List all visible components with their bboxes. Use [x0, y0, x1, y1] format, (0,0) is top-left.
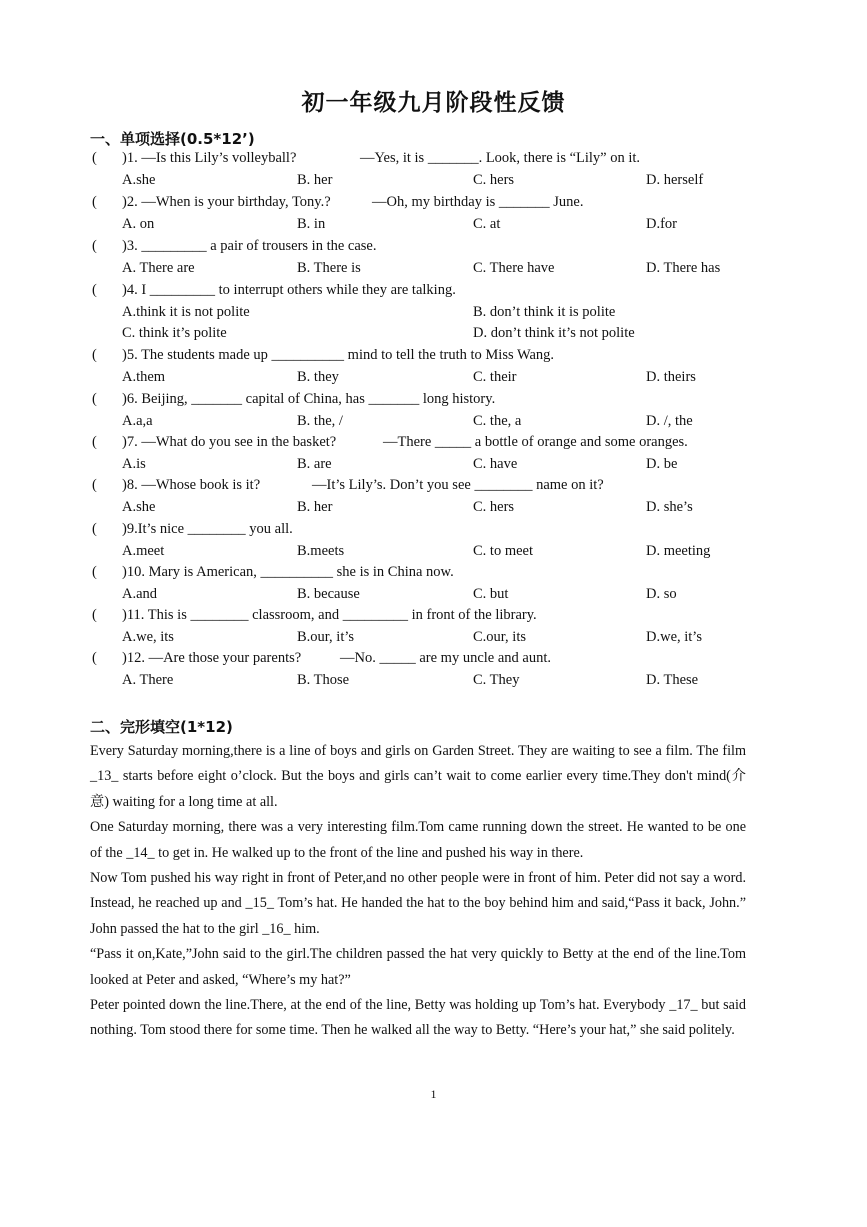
cloze-passage — [90, 739, 746, 1044]
answer-option: B. don’t think it is polite — [473, 304, 616, 320]
answer-option: A.meet — [122, 543, 165, 559]
answer-bracket: ( — [92, 607, 97, 623]
answer-option: A.them — [122, 369, 166, 385]
answer-option: C. but — [473, 586, 509, 602]
answer-option: B. in — [297, 216, 326, 232]
question-text: )8. —Whose book is it? — [122, 477, 261, 493]
answer-option: B. they — [297, 369, 339, 385]
answer-option: A.is — [122, 456, 146, 472]
section1-heading: 一、单项选择(0.5*12’) — [90, 130, 255, 148]
question-text: )4. I _________ to interrupt others while they are talking. — [122, 282, 456, 298]
answer-option: D. /, the — [646, 413, 693, 429]
question-stem — [92, 347, 554, 364]
answer-option: D. There has — [646, 260, 721, 276]
answer-option: B. Those — [297, 672, 350, 688]
answer-option: A. There — [122, 672, 174, 688]
answer-option: D.we, it’s — [646, 629, 702, 645]
question-text: )1. —Is this Lily’s volleyball? — [122, 150, 297, 166]
passage-paragraph: “Pass it on,Kate,”John said to the girl.The children passed the hat very quickly to Betty at the end of the line.Tom looked at Peter and asked, “Where’s my hat?” — [90, 946, 746, 988]
answer-option: D.for — [646, 216, 678, 232]
answer-bracket: ( — [92, 194, 97, 210]
answer-option: B. the, / — [297, 413, 343, 429]
answer-option: B.our, it’s — [297, 629, 355, 645]
question-stem — [92, 150, 296, 167]
answer-bracket: ( — [92, 282, 97, 298]
answer-option: C. They — [473, 672, 520, 688]
answer-bracket: ( — [92, 650, 97, 666]
answer-option: A.and — [122, 586, 158, 602]
question-text: )7. —What do you see in the basket? — [122, 434, 337, 450]
answer-option: B. are — [297, 456, 332, 472]
question-text: )2. —When is your birthday, Tony.? — [122, 194, 331, 210]
question-stem — [92, 434, 336, 451]
answer-option: C. have — [473, 456, 518, 472]
question-reply-text: —Yes, it is _______. Look, there is “Lily” on it. — [360, 150, 641, 166]
page-number: 1 — [430, 1087, 437, 1101]
answer-option: D. meeting — [646, 543, 711, 559]
question-reply-text: —There _____ a bottle of orange and some oranges. — [383, 434, 688, 450]
answer-option: A.a,a — [122, 413, 153, 429]
answer-option: D. she’s — [646, 499, 693, 515]
answer-bracket: ( — [92, 238, 97, 254]
answer-option: C. think it’s polite — [122, 325, 227, 341]
passage-paragraph: Peter pointed down the line.There, at the end of the line, Betty was holding up Tom’s hat. Everybody _17_ but said nothing. Tom stood there for some time. Then he walked all the way to Betty. “Here’s your hat,” she said politely. — [90, 997, 746, 1039]
answer-option: A.she — [122, 499, 156, 515]
answer-option: B. her — [297, 499, 333, 515]
question-text: )3. _________ a pair of trousers in the case. — [122, 238, 377, 254]
answer-bracket: ( — [92, 564, 97, 580]
passage-paragraph: One Saturday morning, there was a very interesting film.Tom came running down the street. He wanted to be one of the _14_ to get in. He walked up to the front of the line and pushed his way in there. — [90, 819, 746, 861]
answer-option: B. because — [297, 586, 360, 602]
answer-option: B.meets — [297, 543, 345, 559]
answer-option: C. to meet — [473, 543, 534, 559]
answer-option: C. hers — [473, 499, 515, 515]
answer-option: D. herself — [646, 172, 704, 188]
question-reply-text: —It’s Lily’s. Don’t you see ________ name on it? — [312, 477, 604, 493]
question-text: )11. This is ________ classroom, and _________ in front of the library. — [122, 607, 537, 623]
question-stem — [92, 391, 495, 408]
answer-option: C. There have — [473, 260, 555, 276]
answer-option: A.we, its — [122, 629, 174, 645]
answer-option: C.our, its — [473, 629, 526, 645]
question-stem — [92, 650, 301, 667]
answer-option: D. so — [646, 586, 677, 602]
answer-bracket: ( — [92, 477, 97, 493]
question-stem — [92, 238, 377, 255]
question-text: )10. Mary is American, __________ she is in China now. — [122, 564, 454, 580]
answer-option: A.think it is not polite — [122, 304, 250, 320]
section2-heading: 二、完形填空(1*12) — [90, 718, 233, 736]
question-stem — [92, 607, 537, 624]
question-stem — [92, 477, 260, 494]
question-stem — [92, 282, 456, 299]
question-text: )5. The students made up __________ mind to tell the truth to Miss Wang. — [122, 347, 555, 363]
answer-option: C. at — [473, 216, 501, 232]
passage-paragraph: Now Tom pushed his way right in front of Peter,and no other people were in front of him. Peter did not say a word. Instead, he reached up and _15_ Tom’s hat. He handed the hat to the boy behind him and said,“Pass it back, John.” John passed the hat to the girl _16_ him. — [90, 870, 746, 937]
page-title: 初一年级九月阶段性反馈 — [301, 90, 566, 116]
answer-bracket: ( — [92, 150, 97, 166]
answer-option: B. There is — [297, 260, 361, 276]
answer-option: A. There are — [122, 260, 195, 276]
question-stem — [92, 194, 331, 211]
question-reply-text: —Oh, my birthday is _______ June. — [372, 194, 584, 210]
answer-bracket: ( — [92, 521, 97, 537]
question-stem — [92, 564, 454, 581]
answer-option: C. their — [473, 369, 517, 385]
question-text: )6. Beijing, _______ capital of China, has _______ long history. — [122, 391, 496, 407]
answer-option: A. on — [122, 216, 155, 232]
question-reply-text: —No. _____ are my uncle and aunt. — [340, 650, 552, 666]
answer-bracket: ( — [92, 347, 97, 363]
answer-option: D. theirs — [646, 369, 696, 385]
answer-option: B. her — [297, 172, 333, 188]
passage-paragraph: Every Saturday morning,there is a line of boys and girls on Garden Street. They are waiting to see a film. The film _13_ starts before eight o’clock. But the boys and girls can’t wait to come earlier every time.They don't mind(介意) waiting for a long time at all. — [90, 743, 746, 810]
answer-option: D. be — [646, 456, 678, 472]
answer-bracket: ( — [92, 434, 97, 450]
answer-option: A.she — [122, 172, 156, 188]
answer-option: D. These — [646, 672, 699, 688]
answer-option: D. don’t think it’s not polite — [473, 325, 635, 341]
question-stem — [92, 521, 293, 538]
answer-bracket: ( — [92, 391, 97, 407]
question-text: )9.It’s nice ________ you all. — [122, 521, 293, 537]
question-text: )12. —Are those your parents? — [122, 650, 302, 666]
answer-option: C. the, a — [473, 413, 522, 429]
answer-option: C. hers — [473, 172, 515, 188]
